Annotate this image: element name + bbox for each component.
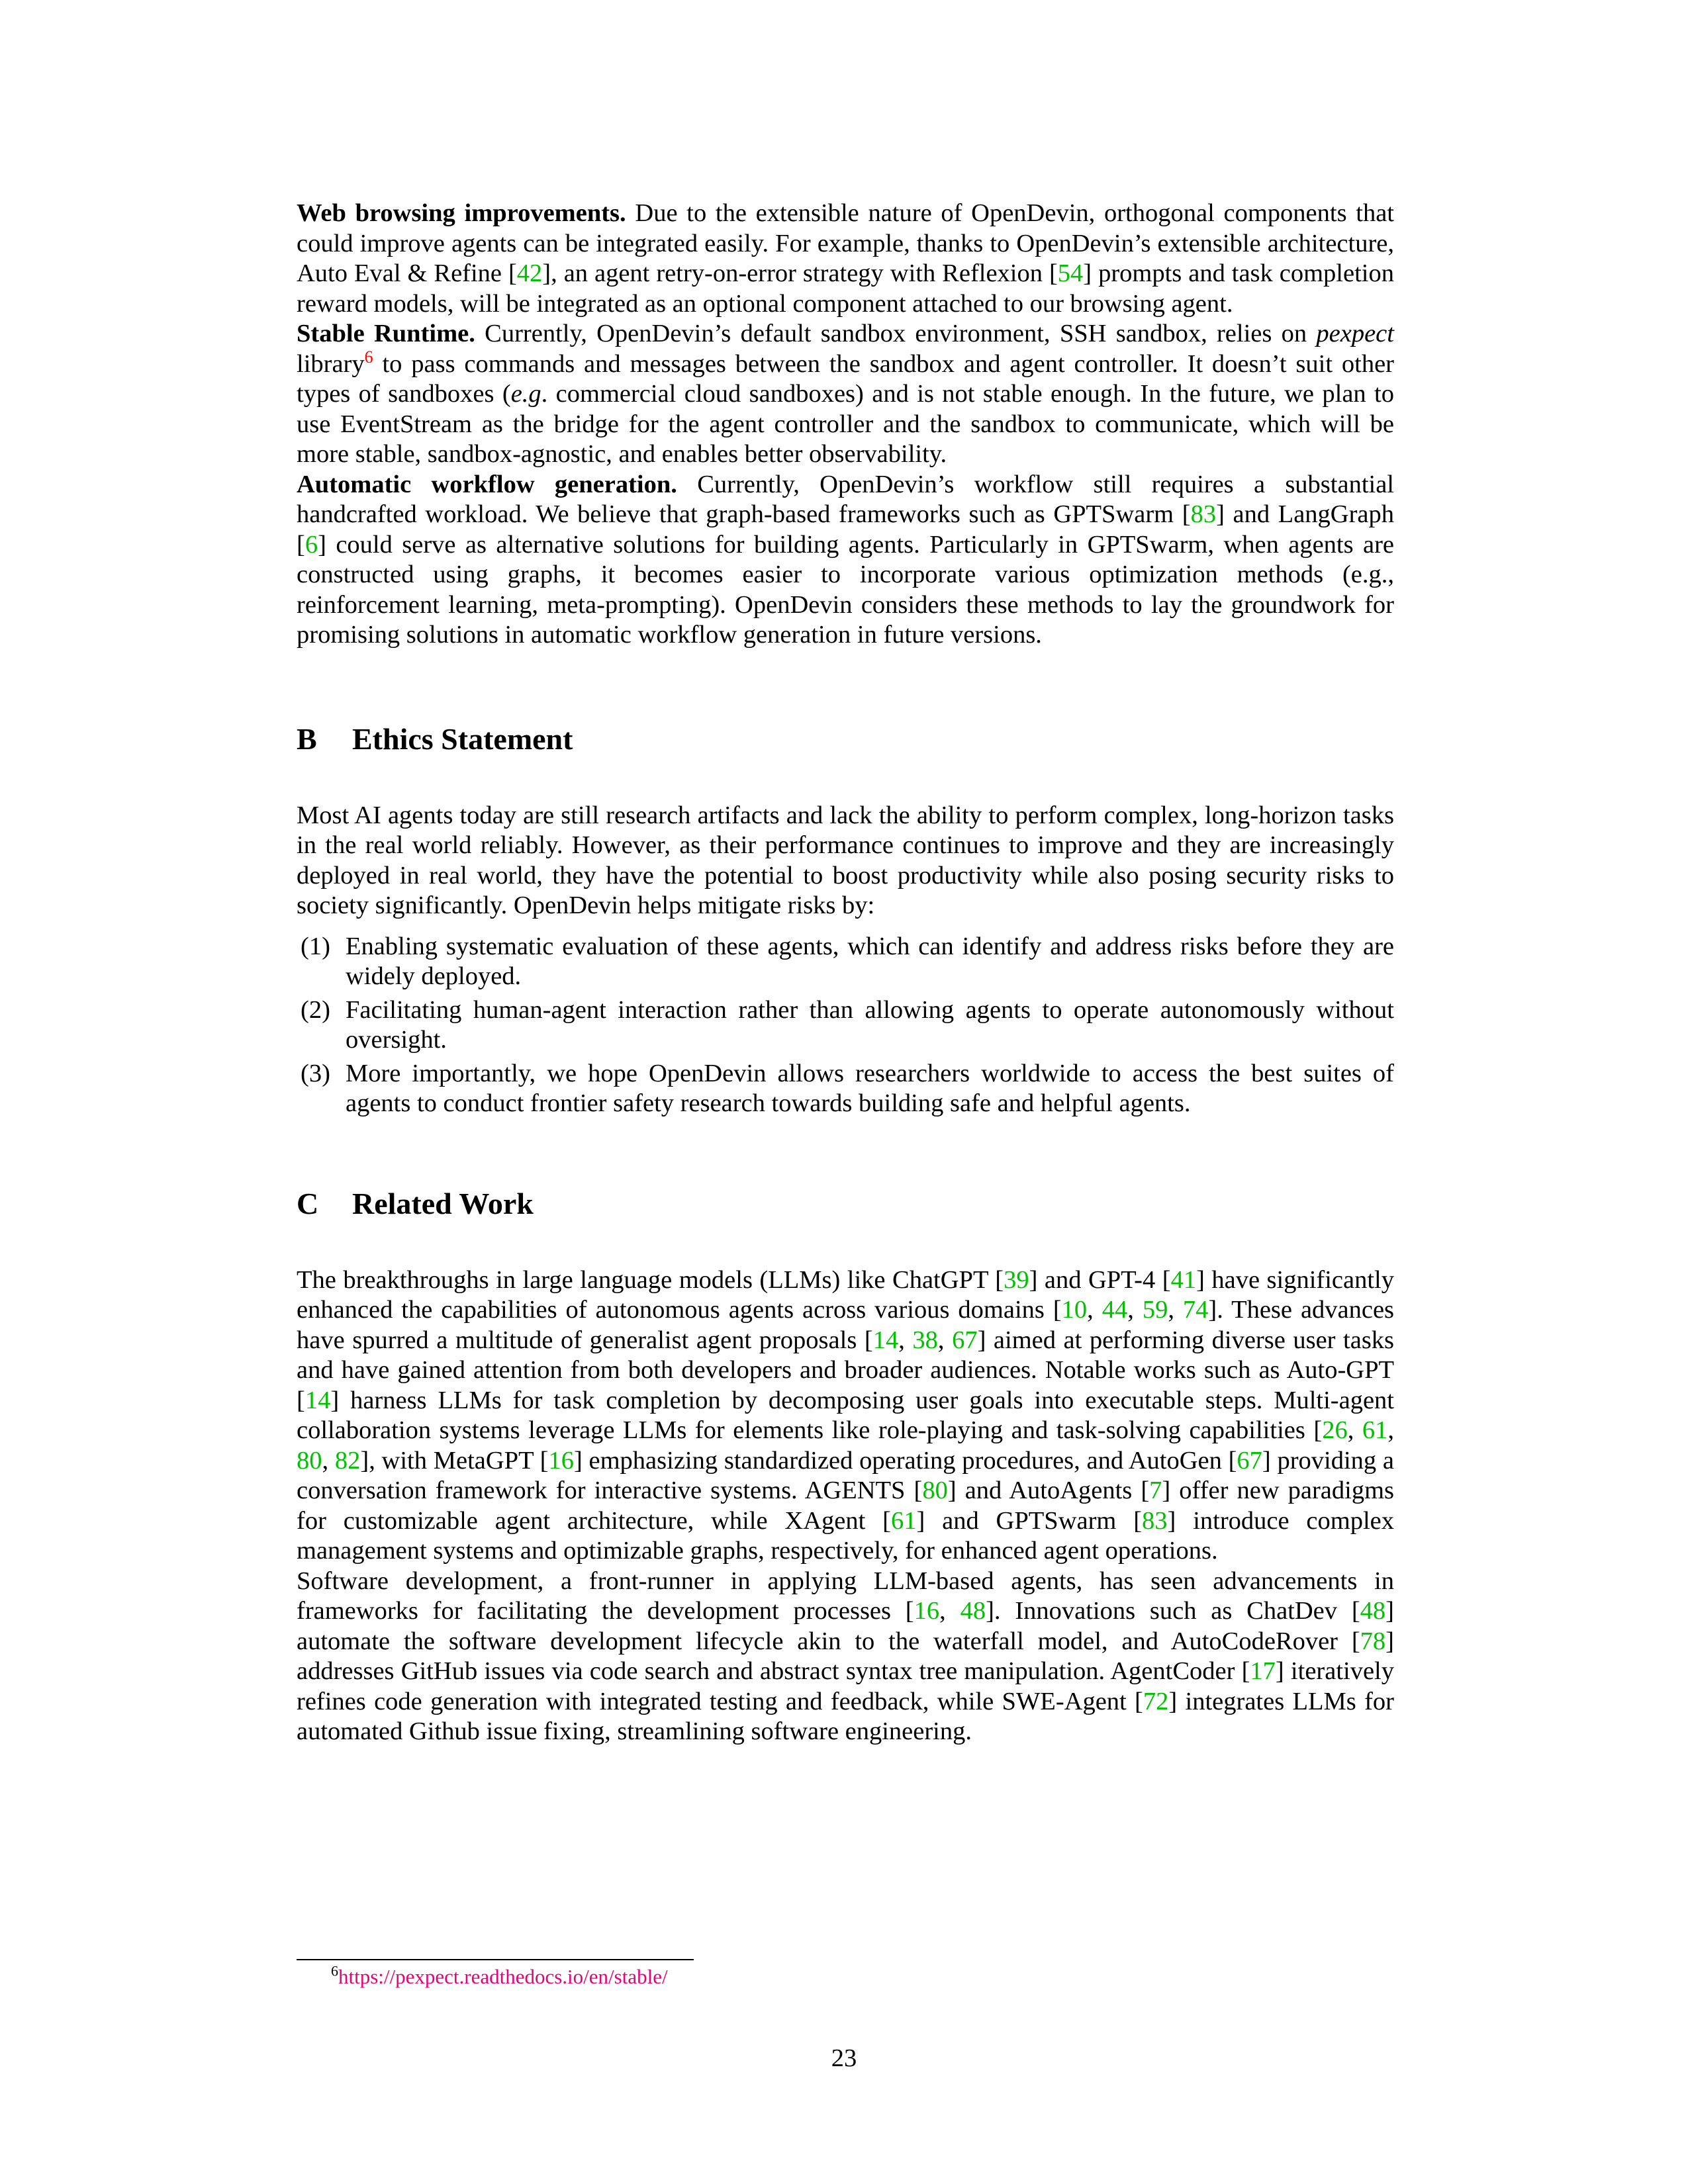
citation-link[interactable]: 83 [1190, 500, 1217, 528]
paragraph-related-work-1 [297, 1265, 1394, 1567]
text-run: ]. Innovations such as ChatDev [ [986, 1597, 1360, 1625]
section-number: B [297, 721, 317, 756]
page-number: 23 [831, 2044, 857, 2072]
text-run: , [1387, 1416, 1394, 1444]
text-run: ] could serve as alternative solutions for building agents. Particularly in GPTSwarm, when agents are constructed using graphs, it becomes easier to incorporate various optimization methods (e.g., reinforcement learning, meta-prompting). OpenDevin considers these methods to lay the groundwork for promising solutions in automatic workflow generation in future versions. [297, 530, 1394, 649]
text-run: ] emphasizing standardized operating procedures, and AutoGen [ [573, 1446, 1237, 1475]
text-run: ] and LangGraph [ [297, 500, 1394, 559]
citation-link[interactable]: 67 [1237, 1446, 1262, 1475]
list-item-text: Facilitating human-agent interaction rather than allowing agents to operate autonomously without oversight. [346, 995, 1394, 1054]
runin-heading: Automatic workflow generation. [297, 470, 677, 498]
runin-heading: Web browsing improvements. [297, 199, 626, 227]
paragraph-web-browsing [297, 199, 1394, 319]
text-run: , [1127, 1296, 1143, 1324]
page-content [297, 199, 1394, 1747]
text-run: , [898, 1326, 913, 1354]
citation-link[interactable]: 14 [872, 1326, 899, 1354]
text-run: ] and AutoAgents [ [947, 1477, 1150, 1504]
text-run: Currently, OpenDevin’s workflow still requires a substantial handcrafted workload. We believe that graph-based frameworks such as GPTSwarm [ [297, 470, 1394, 528]
paragraph-workflow-generation [297, 470, 1394, 651]
list-item-text: More importantly, we hope OpenDevin allows researchers worldwide to access the best suites of agents to conduct frontier safety research towards building safe and helpful agents. [346, 1059, 1394, 1117]
footnote-url-link[interactable]: https://pexpect.readthedocs.io/en/stable/ [338, 1965, 668, 1988]
citation-link[interactable]: 48 [1360, 1597, 1386, 1625]
list-marker: (2) [301, 995, 330, 1024]
citation-link[interactable]: 6 [305, 530, 318, 559]
text-run: to pass commands and messages between the sandbox and agent controller. It doesn’t suit other types of sandboxes ( [297, 349, 1394, 408]
citation-link[interactable]: 61 [890, 1506, 917, 1535]
citation-link[interactable]: 44 [1102, 1296, 1128, 1324]
list-item [297, 932, 1394, 992]
list-marker: (1) [301, 932, 330, 960]
list-marker: (3) [301, 1059, 330, 1087]
citation-link[interactable]: 74 [1182, 1296, 1209, 1324]
citation-link[interactable]: 61 [1362, 1416, 1388, 1444]
citation-link[interactable]: 67 [952, 1326, 978, 1354]
emphasis-text: e.g [510, 380, 541, 408]
text-run: ] and GPTSwarm [ [916, 1506, 1143, 1535]
citation-link[interactable]: 39 [1004, 1265, 1029, 1294]
text-run: ] aimed at performing diverse user tasks and have gained attention from both developers and broader audiences. Notable works such as Auto-GPT [ [297, 1326, 1395, 1414]
section-title: Related Work [352, 1186, 534, 1220]
text-run: The breakthroughs in large language models (LLMs) like ChatGPT [ [297, 1265, 1004, 1294]
footnote-rule [297, 1959, 694, 1960]
text-run: Due to the extensible nature of OpenDevin, orthogonal components that could improve agents can be integrated easily. For example, thanks to OpenDevin’s extensible architecture, Auto Eval & Refine [ [297, 199, 1394, 287]
section-title: Ethics Statement [352, 721, 573, 756]
text-run: ] providing a conversation framework for interactive systems. AGENTS [ [297, 1446, 1395, 1504]
emphasis-text: pexpect [1316, 320, 1394, 347]
text-run: library [297, 349, 365, 378]
text-run: , [322, 1446, 335, 1475]
text-run: ] offer new paradigms for customizable agent architecture, while XAgent [ [297, 1477, 1394, 1535]
citation-link[interactable]: 41 [1170, 1265, 1197, 1294]
text-run: ] introduce complex management systems and optimizable graphs, respectively, for enhanced agent operations. [297, 1506, 1394, 1565]
ethics-list [297, 932, 1394, 1119]
citation-link[interactable]: 78 [1360, 1627, 1386, 1655]
text-run: , [1087, 1296, 1102, 1324]
footnote-marker[interactable]: 6 [364, 347, 373, 367]
text-run: ], an agent retry-on-error strategy with Reflexion [ [542, 259, 1058, 287]
citation-link[interactable]: 38 [912, 1326, 938, 1354]
paragraph-ethics-intro: Most AI agents today are still research artifacts and lack the ability to perform complex, long-horizon tasks in the real world reliably. However, as their performance continues to improve and they are increasingly deployed in real world, they have the potential to boost productivity while also posing security risks to society significantly. OpenDevin helps mitigate risks by: [297, 801, 1394, 919]
citation-link[interactable]: 83 [1142, 1506, 1168, 1535]
text-run: ]. These advances have spurred a multitude of generalist agent proposals [ [297, 1296, 1395, 1354]
list-item-text: Enabling systematic evaluation of these agents, which can identify and address risks before they are widely deployed. [346, 932, 1394, 990]
citation-link[interactable]: 48 [960, 1597, 986, 1625]
citation-link[interactable]: 16 [914, 1597, 940, 1625]
citation-link[interactable]: 80 [297, 1446, 322, 1475]
text-run: , [1168, 1296, 1183, 1324]
footnote [331, 1964, 668, 1989]
text-run: Currently, OpenDevin’s default sandbox environment, SSH sandbox, relies on [475, 320, 1317, 347]
text-run: ] iteratively refines code generation with integrated testing and feedback, while SWE-Agent [ [297, 1657, 1394, 1715]
citation-link[interactable]: 17 [1250, 1657, 1276, 1685]
citation-link[interactable]: 72 [1143, 1687, 1169, 1715]
text-run: ] addresses GitHub issues via code search and abstract syntax tree manipulation. AgentCoder [ [297, 1627, 1394, 1685]
text-run: ] and GPT-4 [ [1029, 1265, 1171, 1294]
citation-link[interactable]: 10 [1061, 1296, 1088, 1324]
paragraph-stable-runtime [297, 319, 1394, 470]
runin-heading: Stable Runtime. [297, 320, 475, 347]
list-item [297, 1059, 1394, 1119]
text-run: ] harness LLMs for task completion by decomposing user goals into executable steps. Multi-agent collaboration systems leverage LLMs for elements like role-playing and task-solving capabilities [ [297, 1386, 1394, 1444]
section-heading-related-work [297, 1185, 1394, 1222]
text-run: ] integrates LLMs for automated Github issue fixing, streamlining software engineering. [297, 1687, 1394, 1745]
citation-link[interactable]: 59 [1142, 1296, 1168, 1324]
section-heading-ethics [297, 721, 1394, 758]
text-run: . commercial cloud sandboxes) and is not stable enough. In the future, we plan to use EventStream as the bridge for the agent controller and the sandbox to communicate, which will be more stable, sandbox-agnostic, and enables better observability. [297, 380, 1394, 468]
text-run: , [1347, 1416, 1362, 1444]
citation-link[interactable]: 42 [516, 259, 543, 287]
text-run: , [937, 1326, 953, 1354]
footnote-number: 6 [331, 1962, 338, 1979]
list-item [297, 995, 1394, 1056]
citation-link[interactable]: 14 [305, 1386, 331, 1414]
citation-link[interactable]: 82 [334, 1446, 361, 1475]
text-run: ] have significantly enhanced the capabilities of autonomous agents across various domains [ [297, 1265, 1395, 1324]
citation-link[interactable]: 26 [1322, 1416, 1348, 1444]
citation-link[interactable]: 16 [548, 1446, 574, 1475]
text-run: ], with MetaGPT [ [360, 1446, 549, 1475]
paragraph-related-work-2 [297, 1567, 1394, 1747]
text-run: ] automate the software development lifecycle akin to the waterfall model, and AutoCodeRover [ [297, 1597, 1394, 1655]
citation-link[interactable]: 80 [922, 1477, 948, 1504]
section-number: C [297, 1186, 319, 1220]
citation-link[interactable]: 7 [1149, 1477, 1162, 1504]
text-run: , [939, 1597, 961, 1625]
text-run: ] prompts and task completion reward models, will be integrated as an optional component attached to our browsing agent. [297, 259, 1394, 318]
citation-link[interactable]: 54 [1057, 259, 1084, 287]
text-run: Software development, a front-runner in applying LLM-based agents, has seen advancements in frameworks for facilitating the development processes [ [297, 1567, 1394, 1625]
